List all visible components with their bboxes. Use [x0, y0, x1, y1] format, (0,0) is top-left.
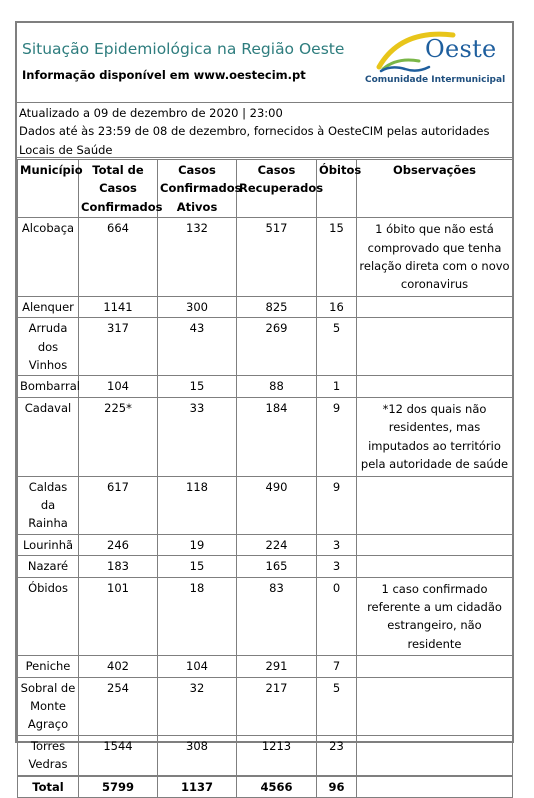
oeste-logo: [361, 27, 511, 91]
cell-total: 225*: [79, 397, 158, 476]
cell-ativos: 132: [158, 218, 237, 297]
header-obitos: Óbitos: [317, 160, 357, 218]
observacao-line: 1 óbito que não está: [375, 222, 494, 237]
cell-ativos: 33: [158, 397, 237, 476]
cell-total: 254: [79, 677, 158, 735]
cell-obitos: 16: [317, 296, 357, 317]
cell-municipio: [18, 577, 79, 656]
municipio-line: Peniche: [25, 659, 71, 674]
observacao-line: comprovado que tenha: [367, 240, 502, 255]
municipio-line: dos: [37, 339, 59, 354]
table-row: [18, 296, 513, 317]
table-row: [18, 476, 513, 534]
municipio-line: Alcobaça: [21, 221, 75, 236]
header-line: Casos: [257, 163, 296, 177]
observacao-line: *12 dos quais não: [382, 401, 487, 416]
cell-observacoes: [357, 296, 513, 317]
municipio-line: Arruda: [28, 321, 68, 336]
cell-obitos: 5: [317, 677, 357, 735]
header-line: Confirmados: [160, 181, 242, 196]
cell-ativos: 308: [158, 735, 237, 775]
municipio-line: Óbidos: [28, 580, 68, 595]
observacao-line: relação direta com o novo: [359, 259, 510, 274]
observacao-line: coronavirus: [400, 277, 469, 292]
cell-municipio: [18, 397, 79, 476]
cell-municipio: [18, 318, 79, 376]
update-line: Locais de Saúde: [19, 142, 113, 157]
cell-ativos: 19: [158, 534, 237, 555]
cell-total-ativos: 1137: [158, 776, 237, 798]
cell-obitos: 15: [317, 218, 357, 297]
cell-ativos: 118: [158, 476, 237, 534]
page-subtitle: Informação disponível em www.oestecim.pt: [22, 68, 306, 82]
cell-obitos: 5: [317, 318, 357, 376]
logo-wordmark: Oeste: [425, 35, 497, 63]
header-line: Confirmados: [81, 199, 163, 214]
cell-observacoes: [357, 534, 513, 555]
cell-observacoes: [357, 556, 513, 577]
cell-observacoes: [357, 476, 513, 534]
observacao-line: residente: [407, 636, 462, 651]
page-title: Situação Epidemiológica na Região Oeste: [22, 40, 345, 58]
header-municipio: Município: [18, 160, 79, 218]
cell-total-obitos: 96: [317, 776, 357, 798]
table-row: [18, 318, 513, 376]
cell-municipio: [18, 556, 79, 577]
municipio-line: Cadaval: [24, 400, 72, 415]
cell-recuperados: 184: [237, 397, 317, 476]
cell-total: 1141: [79, 296, 158, 317]
cell-total: 617: [79, 476, 158, 534]
municipio-line: Rainha: [28, 516, 68, 531]
municipio-line: Bombarral: [20, 379, 80, 394]
header-line: Casos: [99, 181, 137, 196]
cell-obitos: 7: [317, 656, 357, 677]
table-row: [18, 397, 513, 476]
table-row: [18, 556, 513, 577]
cell-ativos: 104: [158, 656, 237, 677]
cell-recuperados: 269: [237, 318, 317, 376]
municipio-line: Lourinhã: [22, 537, 74, 552]
observacao-line: 1 caso confirmado: [381, 581, 488, 596]
cell-municipio: [18, 376, 79, 397]
header-line: Ativos: [176, 199, 218, 214]
table-body: [18, 218, 513, 798]
cell-observacoes: [357, 376, 513, 397]
cell-ativos: 300: [158, 296, 237, 317]
cell-municipio: [18, 656, 79, 677]
municipio-line: Torres: [30, 738, 66, 753]
cell-municipio: [18, 296, 79, 317]
header-total: [79, 160, 163, 218]
cell-municipio: [18, 534, 79, 555]
cases-table: [17, 159, 513, 798]
cell-observacoes: [357, 677, 513, 735]
cell-total: 183: [79, 556, 158, 577]
cell-obitos: 9: [317, 397, 357, 476]
cell-total: 104: [79, 376, 158, 397]
observacao-line: residentes, mas: [388, 420, 481, 435]
cell-total-total: 5799: [79, 776, 158, 798]
table-row: [18, 218, 513, 297]
header-line: Recuperados: [239, 181, 324, 196]
municipio-line: Alenquer: [22, 299, 74, 314]
municipio-line: Sobral de: [20, 680, 76, 695]
table-row: [18, 376, 513, 397]
cell-total-recuperados: 4566: [237, 776, 317, 798]
header-recuperados: [237, 160, 324, 218]
cell-municipio: [18, 677, 79, 735]
municipio-line: Nazaré: [27, 559, 69, 574]
table-row: [18, 656, 513, 677]
cell-total-obs: [357, 776, 513, 798]
cell-recuperados: 490: [237, 476, 317, 534]
cell-observacoes: [357, 577, 513, 656]
update-line: Atualizado a 09 de dezembro de 2020 | 23:00: [19, 106, 283, 120]
cell-municipio: [18, 218, 79, 297]
cell-municipio: [18, 735, 79, 775]
observacao-line: referente a um cidadão: [367, 599, 502, 614]
cell-total: 402: [79, 656, 158, 677]
cell-municipio: [18, 476, 79, 534]
cell-total: 317: [79, 318, 158, 376]
cell-total-label: Total: [18, 776, 79, 798]
table-row: [18, 577, 513, 656]
cell-total: 664: [79, 218, 158, 297]
cell-obitos: 9: [317, 476, 357, 534]
cell-ativos: 32: [158, 677, 237, 735]
cell-total: 1544: [79, 735, 158, 775]
cell-observacoes: [357, 735, 513, 775]
update-line: Dados até às 23:59 de 08 de dezembro, fornecidos à OesteCIM pelas autoridades: [19, 124, 490, 139]
cell-ativos: 15: [158, 376, 237, 397]
cell-observacoes: [357, 218, 513, 297]
municipio-line: Caldas da: [28, 479, 68, 512]
update-info: [17, 102, 512, 158]
cell-ativos: 43: [158, 318, 237, 376]
cell-recuperados: 217: [237, 677, 317, 735]
total-row: [18, 776, 513, 798]
cell-obitos: 0: [317, 577, 357, 656]
cell-ativos: 18: [158, 577, 237, 656]
cell-recuperados: 1213: [237, 735, 317, 775]
cell-obitos: 23: [317, 735, 357, 775]
header-ativos: [158, 160, 242, 218]
municipio-line: Monte: [30, 698, 66, 713]
municipio-line: Vinhos: [28, 358, 68, 373]
cell-recuperados: 825: [237, 296, 317, 317]
cell-observacoes: [357, 656, 513, 677]
cell-observacoes: [357, 397, 513, 476]
cell-total: 246: [79, 534, 158, 555]
cell-recuperados: 291: [237, 656, 317, 677]
observacao-line: estrangeiro, não: [387, 618, 482, 633]
cell-total: 101: [79, 577, 158, 656]
logo-tagline: Comunidade Intermunicipal: [365, 75, 506, 85]
header-observacoes: Observações: [357, 160, 513, 218]
cell-recuperados: 224: [237, 534, 317, 555]
cell-recuperados: 165: [237, 556, 317, 577]
municipio-line: Vedras: [28, 757, 68, 772]
header: [17, 23, 512, 103]
header-line: Total de: [92, 163, 144, 177]
table-row: [18, 735, 513, 775]
cell-obitos: 3: [317, 534, 357, 555]
header-line: Casos: [178, 163, 216, 177]
cell-recuperados: 88: [237, 376, 317, 397]
municipio-line: Agraço: [27, 717, 69, 732]
cell-observacoes: [357, 318, 513, 376]
cell-obitos: 1: [317, 376, 357, 397]
cell-recuperados: 517: [237, 218, 317, 297]
cell-ativos: 15: [158, 556, 237, 577]
observacao-line: imputados ao território: [368, 438, 501, 453]
observacao-line: pela autoridade de saúde: [360, 457, 509, 472]
cell-obitos: 3: [317, 556, 357, 577]
cell-recuperados: 83: [237, 577, 317, 656]
document-frame: [15, 21, 514, 794]
table-header-row: [18, 160, 513, 218]
table-row: [18, 677, 513, 735]
table-row: [18, 534, 513, 555]
